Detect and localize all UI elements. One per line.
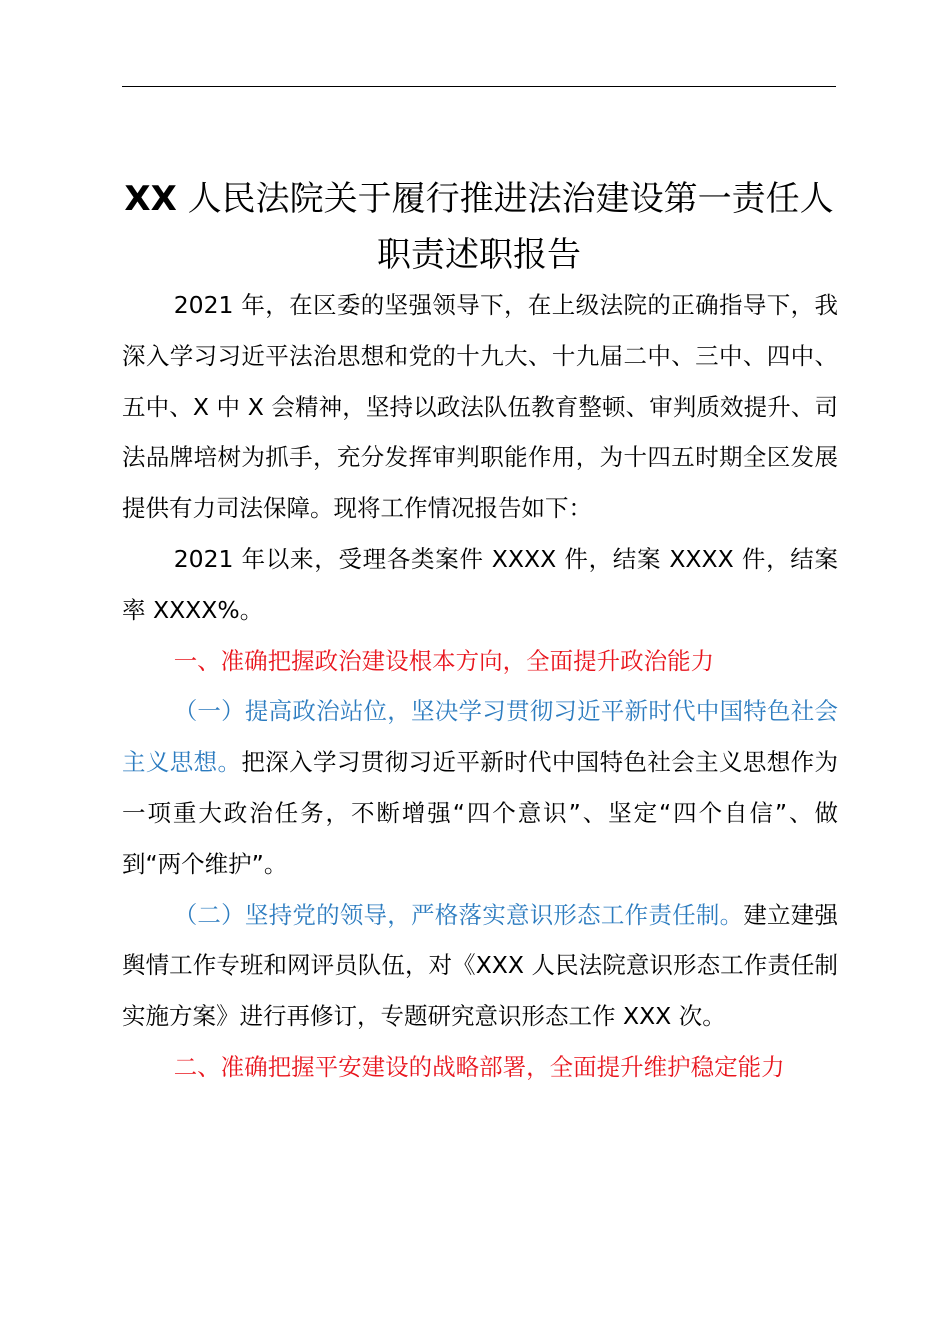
subsection-2-paragraph xyxy=(122,890,838,1042)
title-text: 人民法院关于履行推进法治建设第一责任人职责述职报告 xyxy=(176,178,834,275)
subsection-heading-1: （一）提高政治站位，坚决学习贯彻习近平新时代中国特色社会主义思想。 xyxy=(122,697,838,777)
subsection-text-2: 建立建强舆情工作专班和网评员队伍，对《XXX 人民法院意识形态工作责任制实施方案》进行再修订，专题研究意识形态工作 XXX 次。 xyxy=(122,900,839,1031)
title-prefix: XX xyxy=(124,178,177,219)
header-rule xyxy=(122,86,836,87)
subsection-text-1: 把深入学习贯彻习近平新时代中国特色社会主义思想作为一项重大政治任务，不断增强“四个意识”、坚定“四个自信”、做到“两个维护”。 xyxy=(122,748,839,878)
intro-paragraph: 2021 年，在区委的坚强领导下，在上级法院的正确指导下，我深入学习习近平法治思想和党的十九大、十九届二中、三中、四中、五中、X 中 X 会精神，坚持以政法队伍教育整顿、审判质效提升、司法品牌培树为抓手，充分发挥审判职能作用，为十四五时期全区发展提供有力司法保障。现将工作情况报告如下： xyxy=(122,291,838,523)
document-title xyxy=(122,171,836,283)
section-heading-1: 一、准确把握政治建设根本方向，全面提升政治能力 xyxy=(173,646,715,675)
case-stats-paragraph: 2021 年以来，受理各类案件 XXXX 件，结案 XXXX 件，结案率 XXXX%。 xyxy=(122,544,838,624)
subsection-heading-2: （二）坚持党的领导，严格落实意识形态工作责任制。 xyxy=(173,900,744,929)
document-body xyxy=(122,280,838,1093)
subsection-1-paragraph xyxy=(122,686,838,889)
section-heading-2: 二、准确把握平安建设的战略部署，全面提升维护稳定能力 xyxy=(173,1052,785,1081)
